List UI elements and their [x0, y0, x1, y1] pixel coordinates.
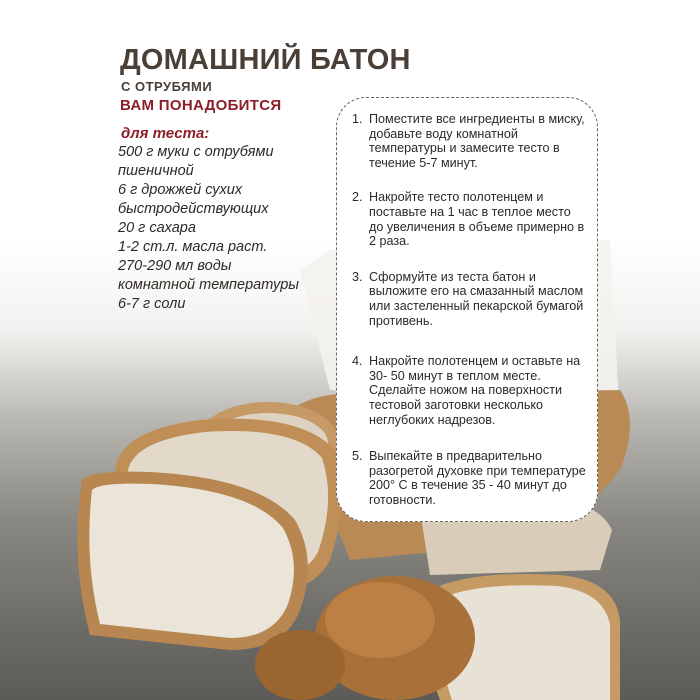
ingredient-item: 500 г муки с отрубями пшеничной: [118, 144, 274, 179]
steps-list: [352, 112, 588, 527]
step-item: [352, 190, 588, 248]
step-item: [352, 112, 588, 170]
step-text: Поместите все ингредиенты в миску, добавьте воду комнатной температуры и замесите тесто в течение 5-7 минут.: [369, 112, 585, 170]
step-text: Накройте полотенцем и оставьте на 30- 50 минут в теплом месте. Сделайте ножом на поверхности тестовой заготовки несколько неглубоких надрезов.: [369, 354, 581, 427]
recipe-title: ДОМАШНИЙ БАТОН: [120, 44, 411, 76]
step-number: 3.: [352, 269, 363, 284]
ingredient-item: 6 г дрожжей сухих быстродействующих: [118, 182, 269, 217]
step-text: Сформуйте из теста батон и выложите его на смазанный маслом или застеленный пекарской бумагой противень.: [369, 269, 584, 328]
step-text: Выпекайте в предварительно разогретой духовке при температуре 200° С в течение 35 - 40 минут до готовности.: [369, 449, 586, 507]
ingredient-item: 1-2 ст.л. масла раст.: [118, 239, 268, 255]
step-item: [352, 449, 588, 507]
step-item: [352, 354, 588, 427]
ingredients-list: [118, 143, 328, 314]
ingredient-item: 270-290 мл воды комнатной температуры: [118, 258, 299, 293]
dough-label: для теста:: [121, 125, 210, 142]
step-number: 1.: [352, 112, 363, 126]
step-number: 2.: [352, 190, 363, 205]
step-text: Накройте тесто полотенцем и поставьте на 1 час в теплое место до увеличения в объеме примерно в 2 раза.: [369, 190, 585, 249]
step-item: [352, 270, 588, 328]
recipe-subtitle: С ОТРУБЯМИ: [121, 79, 213, 94]
ingredients-heading: ВАМ ПОНАДОБИТСЯ: [120, 97, 282, 114]
ingredient-item: 20 г сахара: [118, 220, 196, 236]
step-number: 5.: [352, 449, 363, 464]
ingredient-item: 6-7 г соли: [118, 296, 186, 312]
step-number: 4.: [352, 354, 363, 369]
